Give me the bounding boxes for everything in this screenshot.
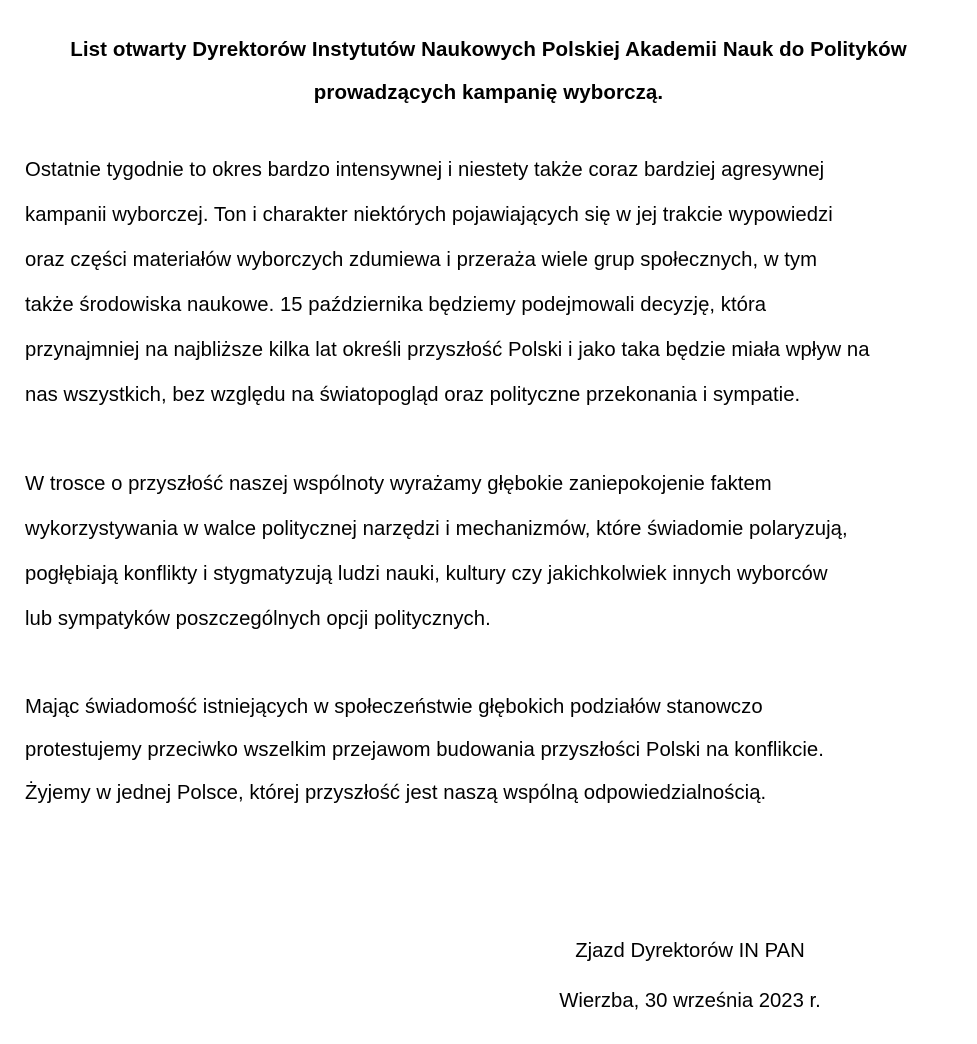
signature-author: Zjazd Dyrektorów IN PAN <box>575 940 805 962</box>
paragraph-2-line-3: pogłębiają konflikty i stygmatyzują ludzi nauki, kultury czy jakichkolwiek innych wyborców <box>25 563 828 585</box>
paragraph-1-line-4: także środowiska naukowe. 15 października będziemy podejmowali decyzję, która <box>25 294 767 316</box>
document-title-line-1: List otwarty Dyrektorów Instytutów Naukowych Polskiej Akademii Nauk do Polityków <box>70 37 907 61</box>
document-title-line-2: prowadzących kampanię wyborczą. <box>313 80 664 104</box>
paragraph-1-line-6: nas wszystkich, bez względu na światopogląd oraz polityczne przekonania i sympatie. <box>25 384 801 406</box>
paragraph-2 <box>25 462 969 642</box>
paragraph-1-line-3: oraz części materiałów wyborczych zdumiewa i przeraża wiele grup społecznych, w tym <box>25 249 818 271</box>
paragraph-2-line-1: W trosce o przyszłość naszej wspólnoty wyrażamy głębokie zaniepokojenie faktem <box>25 473 772 495</box>
paragraph-3-line-2: protestujemy przeciwko wszelkim przejawom budowania przyszłości Polski na konflikcie. <box>25 739 824 761</box>
paragraph-2-line-2: wykorzystywania w walce politycznej narzędzi i mechanizmów, które świadomie polaryzują, <box>25 518 848 540</box>
paragraph-1-line-1: Ostatnie tygodnie to okres bardzo intensywnej i niestety także coraz bardziej agresywnej <box>25 159 825 181</box>
paragraph-3 <box>25 686 969 815</box>
paragraph-3-line-1: Mając świadomość istniejących w społeczeństwie głębokich podziałów stanowczo <box>25 696 763 718</box>
document-title <box>0 28 977 114</box>
paragraph-1-line-2: kampanii wyborczej. Ton i charakter niektórych pojawiających się w jej trakcie wypowiedzi <box>25 204 833 226</box>
paragraph-3-line-3: Żyjemy w jednej Polsce, której przyszłość jest naszą wspólną odpowiedzialnością. <box>25 782 767 804</box>
paragraph-1 <box>25 148 969 418</box>
signature-place-and-date: Wierzba, 30 września 2023 r. <box>559 990 821 1012</box>
signature-block <box>470 926 910 1026</box>
document-body <box>25 148 969 815</box>
paragraph-1-line-5: przynajmniej na najbliższe kilka lat określi przyszłość Polski i jako taka będzie miała wpływ na <box>25 339 870 361</box>
paragraph-2-line-4: lub sympatyków poszczególnych opcji politycznych. <box>25 608 491 630</box>
